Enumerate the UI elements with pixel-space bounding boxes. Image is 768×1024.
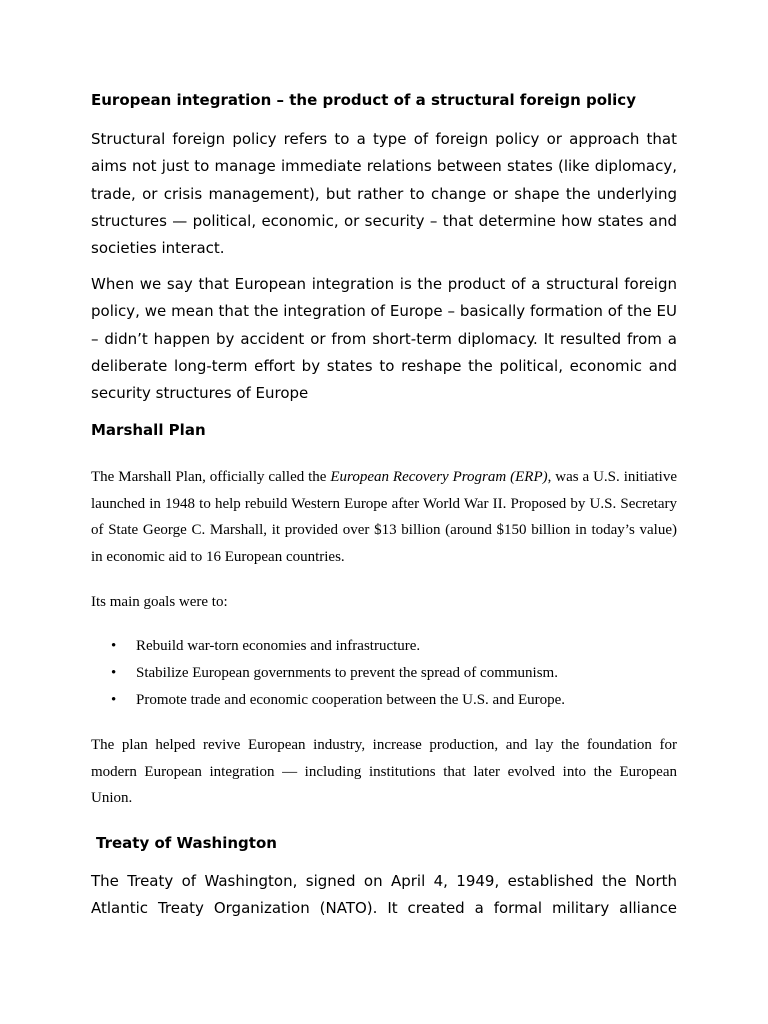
marshall-plan-text-start: The Marshall Plan, officially called the [91, 469, 331, 485]
list-item [91, 687, 677, 714]
treaty-of-washington-paragraph: The Treaty of Washington, signed on April 4, 1949, established the North Atlantic Treaty Organization (NATO). It created a formal military alliance [91, 872, 677, 918]
document-title: European integration – the product of a structural foreign policy [91, 91, 636, 109]
goal-text: Promote trade and economic cooperation between the U.S. and Europe. [136, 692, 566, 708]
marshall-plan-heading: Marshall Plan [91, 421, 206, 439]
goals-list [91, 633, 677, 714]
bullet-icon: • [111, 665, 117, 681]
bullet-icon: • [111, 638, 117, 654]
goals-intro: Its main goals were to: [91, 594, 228, 610]
marshall-plan-text-end: , was a U.S. initiative launched in 1948 to help rebuild Western Europe after World War II. Proposed by U.S. Secretary of State George C. Marshall, it provided over $13 billion (around $150 billion in today’s value) in economic aid to 16 European countries. [91, 469, 678, 566]
list-item [91, 633, 677, 660]
erp-name: European Recovery Program (ERP) [330, 469, 548, 485]
intro-paragraph-2: When we say that European integration is the product of a structural foreign policy, we mean that the integration of Europe – basically formation of the EU – didn’t happen by accident or from short-term diplomacy. It resulted from a deliberate long-term effort by states to reshape the political, economic and security structures of Europe [91, 275, 677, 403]
list-item [91, 660, 677, 687]
treaty-of-washington-heading: Treaty of Washington [96, 834, 277, 852]
goal-text: Stabilize European governments to prevent the spread of communism. [136, 665, 558, 681]
marshall-plan-paragraph [91, 464, 677, 571]
goal-text: Rebuild war-torn economies and infrastructure. [136, 638, 421, 654]
marshall-plan-closing: The plan helped revive European industry, increase production, and lay the foundation for modern European integration — including institutions that later evolved into the European Union. [91, 737, 677, 807]
intro-paragraph-1: Structural foreign policy refers to a type of foreign policy or approach that aims not just to manage immediate relations between states (like diplomacy, trade, or crisis management), but rather to change or shape the underlying structures — political, economic, or security – that determine how states and societies interact. [91, 130, 677, 258]
bullet-icon: • [111, 692, 117, 708]
